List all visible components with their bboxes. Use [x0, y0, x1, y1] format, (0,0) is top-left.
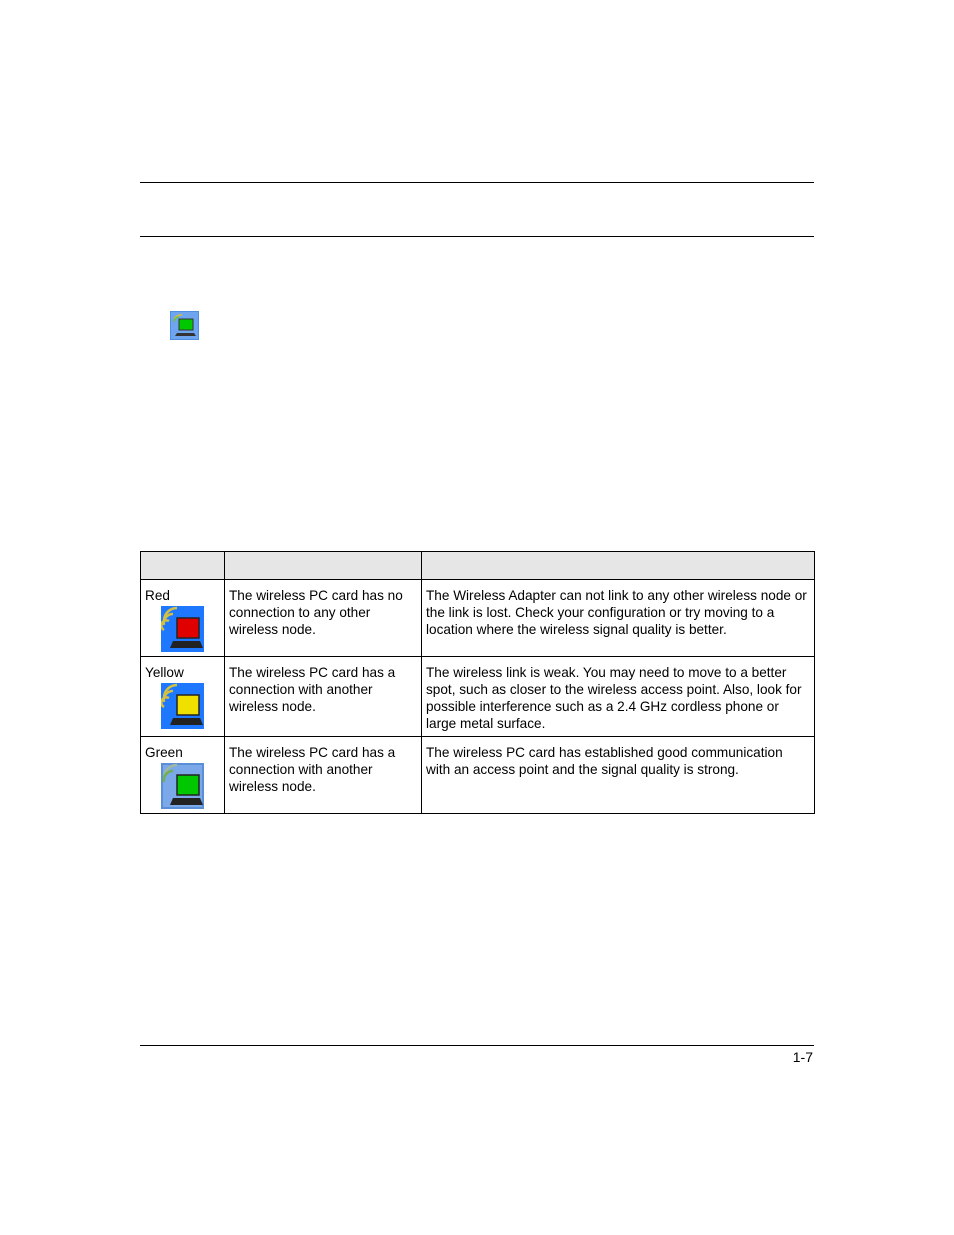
color-cell	[141, 657, 225, 737]
header-rule-top	[140, 182, 814, 183]
table-header-row	[141, 552, 815, 580]
footer-rule	[140, 1045, 814, 1046]
table-row	[141, 737, 815, 814]
table-row	[141, 580, 815, 657]
description-cell: The wireless PC card has established good communication with an access point and the signal quality is strong.	[422, 737, 815, 814]
meaning-cell: The wireless PC card has a connection with another wireless node.	[225, 737, 422, 814]
table-row	[141, 657, 815, 737]
meaning-cell: The wireless PC card has no connection to any other wireless node.	[225, 580, 422, 657]
color-name: Red	[145, 588, 170, 603]
color-name: Green	[145, 745, 183, 760]
laptop-red-signal-icon	[161, 606, 204, 652]
description-cell: The wireless link is weak. You may need to move to a better spot, such as closer to the wireless access point. Also, look for possible interference such as a 2.4 GHz cordless phone or large metal surface.	[422, 657, 815, 737]
color-cell	[141, 737, 225, 814]
status-icon-table	[140, 551, 815, 814]
wireless-status-icon	[170, 311, 199, 340]
laptop-yellow-signal-icon	[161, 683, 204, 729]
header-rule-bottom	[140, 236, 814, 237]
laptop-green-signal-icon	[161, 763, 204, 809]
page-number: 1-7	[792, 1049, 813, 1065]
color-name: Yellow	[145, 665, 184, 680]
meaning-cell: The wireless PC card has a connection with another wireless node.	[225, 657, 422, 737]
description-cell: The Wireless Adapter can not link to any other wireless node or the link is lost. Check your configuration or try moving to a location where the wireless signal quality is better.	[422, 580, 815, 657]
color-cell	[141, 580, 225, 657]
header-cell	[225, 552, 422, 580]
header-cell	[422, 552, 815, 580]
header-cell	[141, 552, 225, 580]
